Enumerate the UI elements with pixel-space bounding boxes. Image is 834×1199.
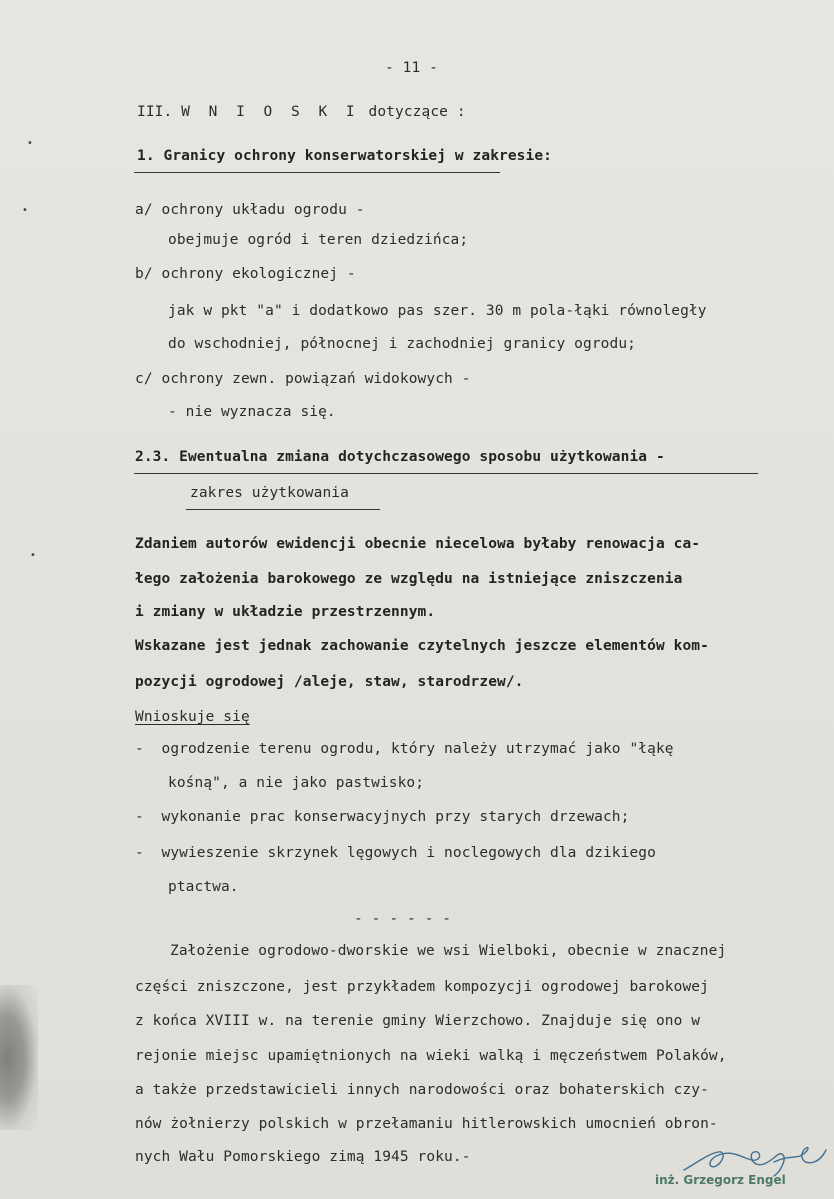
page-number: - 11 - xyxy=(385,60,438,76)
paragraph-2-line: z końca XVIII w. na terenie gminy Wierzchowo. Znajduje się ono w xyxy=(135,1013,701,1029)
separator: - - - - - - xyxy=(354,911,452,927)
name-stamp: inż. Grzegorz Engel xyxy=(655,1173,786,1187)
paragraph-2-line: nów żołnierzy polskich w przełamaniu hitlerowskich umocnień obron- xyxy=(135,1116,718,1132)
paragraph-1-line: Zdaniem autorów ewidencji obecnie niecelowa byłaby renowacja ca- xyxy=(135,536,701,552)
list-item-a-detail: obejmuje ogród i teren dziedzińca; xyxy=(168,232,469,248)
paragraph-2-line: rejonie miejsc upamiętnionych na wieki walką i męczeństwem Polaków, xyxy=(135,1048,727,1064)
paragraph-2-line: Założenie ogrodowo-dworskie we wsi Wielboki, obecnie w znacznej xyxy=(170,943,727,959)
scan-shadow xyxy=(0,985,38,1130)
paragraph-1-line: łego założenia barokowego ze względu na istniejące zniszczenia xyxy=(135,571,683,587)
section-heading-prefix: III. xyxy=(137,104,173,120)
subsection-1-underline xyxy=(134,172,500,173)
list-item-c: c/ ochrony zewn. powiązań widokowych - xyxy=(135,371,471,387)
subsection-1-title: 1. Granicy ochrony konserwatorskiej w zakresie: xyxy=(137,148,552,164)
list-item-a: a/ ochrony układu ogrodu - xyxy=(135,202,365,218)
subsection-2-title: 2.3. Ewentualna zmiana dotychczasowego sposobu użytkowania - xyxy=(135,449,665,465)
paragraph-1-line: pozycji ogrodowej /aleje, staw, starodrzew/. xyxy=(135,674,524,690)
proposal-heading: Wnioskuje się xyxy=(135,709,250,725)
paragraph-2-line: części zniszczone, jest przykładem kompozycji ogrodowej barokowej xyxy=(135,979,709,995)
paragraph-1-line: i zmiany w układzie przestrzennym. xyxy=(135,604,436,620)
list-item-b-detail-cont: do wschodniej, północnej i zachodniej granicy ogrodu; xyxy=(168,336,636,352)
paragraph-2-line: a także przedstawicieli innych narodowości oraz bohaterskich czy- xyxy=(135,1082,709,1098)
section-heading-spaced: W N I O S K I xyxy=(181,104,360,120)
paragraph-1-line: Wskazane jest jednak zachowanie czytelnych jeszcze elementów kom- xyxy=(135,638,709,654)
bullet-item: - wywieszenie skrzynek lęgowych i noclegowych dla dzikiego xyxy=(135,845,656,861)
section-heading xyxy=(137,103,466,121)
list-item-b: b/ ochrony ekologicznej - xyxy=(135,266,356,282)
bullet-item-cont: ptactwa. xyxy=(168,879,239,895)
subsection-2-title-cont: zakres użytkowania xyxy=(190,485,349,501)
list-item-c-detail: - nie wyznacza się. xyxy=(168,404,336,420)
subsection-2-underline-1 xyxy=(134,473,758,474)
bullet-item: - ogrodzenie terenu ogrodu, który należy utrzymać jako "łąkę xyxy=(135,741,674,757)
paragraph-2-line: nych Wału Pomorskiego zimą 1945 roku.- xyxy=(135,1149,471,1165)
list-item-b-detail: jak w pkt "a" i dodatkowo pas szer. 30 m pola-łąki równoległy xyxy=(168,303,707,319)
bullet-item-cont: kośną", a nie jako pastwisko; xyxy=(168,775,425,791)
section-heading-suffix: dotyczące : xyxy=(368,104,466,120)
margin-dot: • xyxy=(27,138,33,149)
margin-dot: • xyxy=(22,205,28,216)
subsection-2-underline-2 xyxy=(186,509,380,510)
margin-dot: • xyxy=(30,550,36,561)
bullet-item: - wykonanie prac konserwacyjnych przy starych drzewach; xyxy=(135,809,630,825)
